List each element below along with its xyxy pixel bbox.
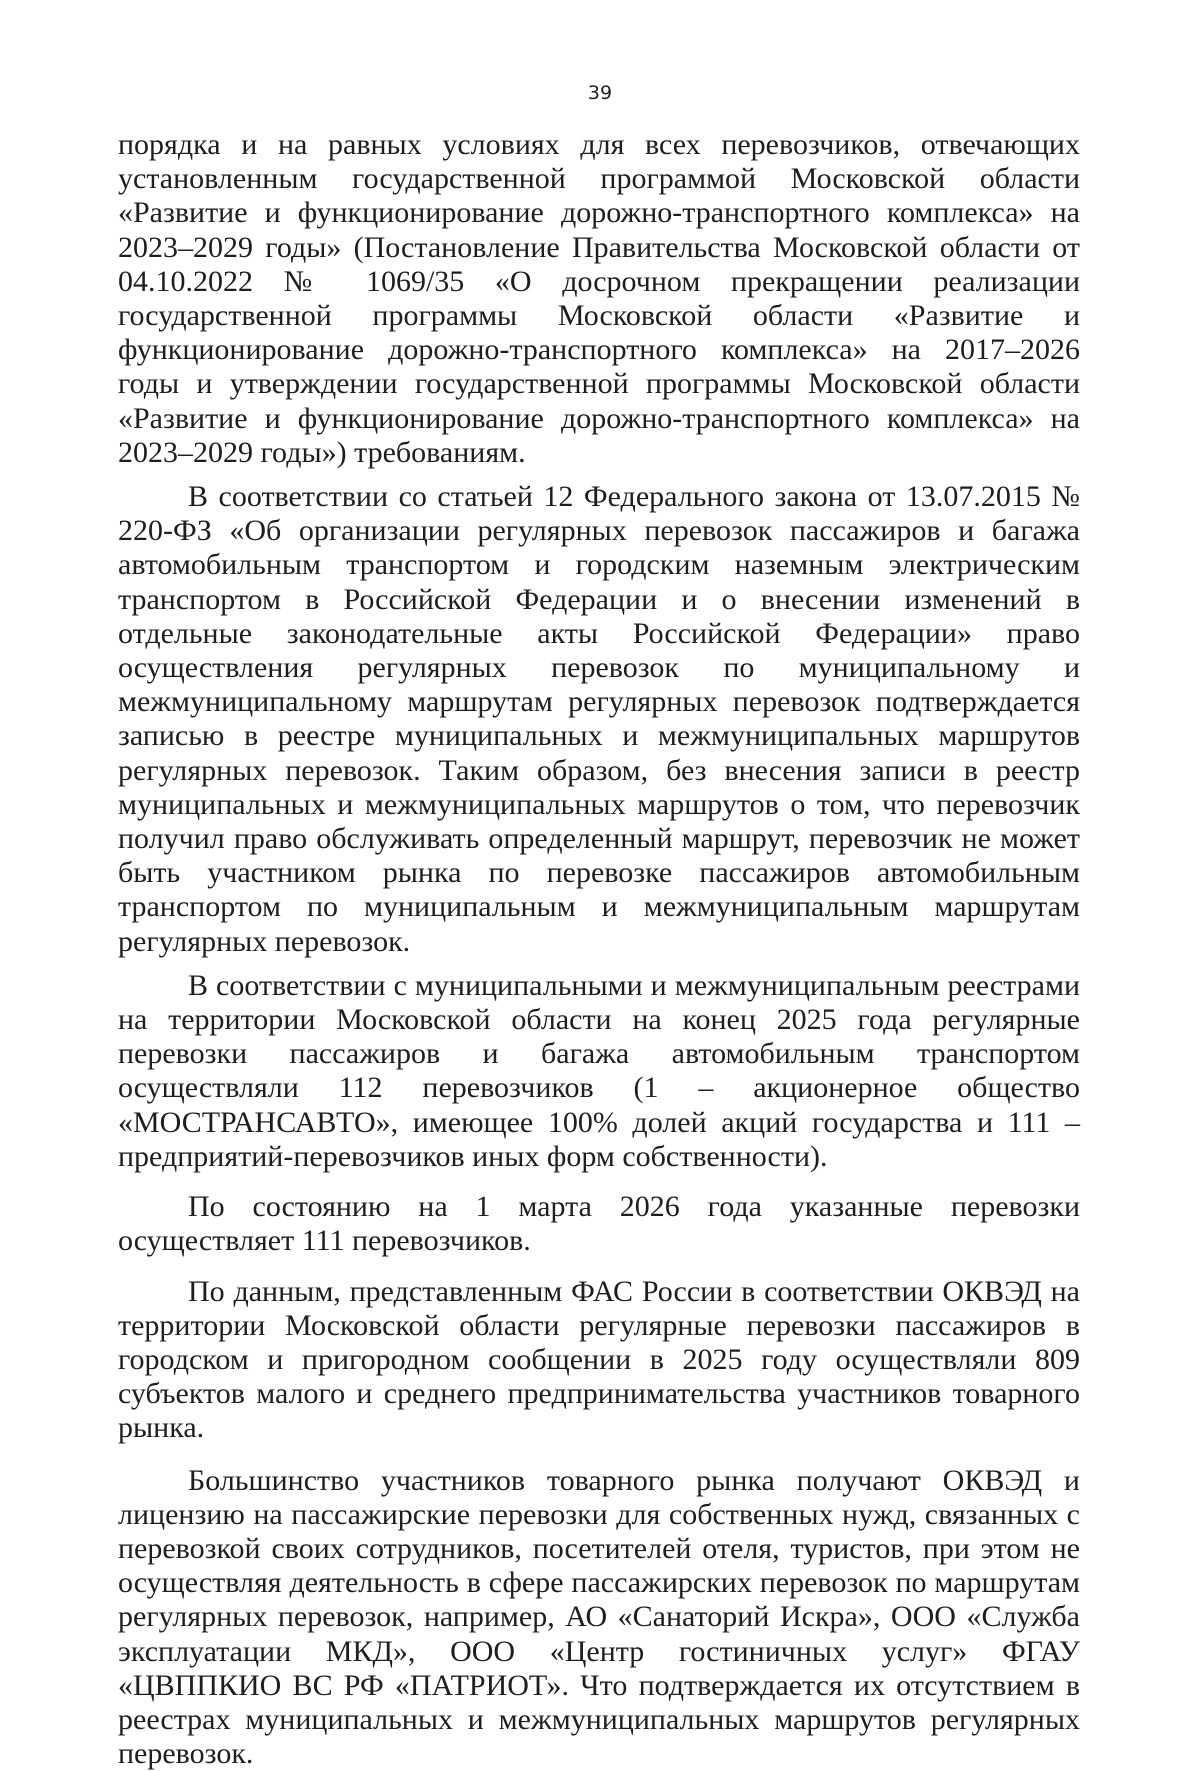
page-number: 39 [587, 82, 613, 104]
paragraph-continuation: порядка и на равных условиях для всех перевозчиков, отвечающих установленным государственной программой Московской области «Развитие и функционирование дорожно-транспортного комплекса» на 2023–2029 годы» (Постановление Правительства Московской области от 04.10.2022 № 1069/35 «О досрочном прекращении реализации государственной программы Московской области «Развитие и функционирование дорожно-транспортного комплекса» на 2017–2026 годы и утверждении государственной программы Московской области «Развитие и функционирование дорожно-транспортного комплекса» на 2023–2029 годы») требованиям. [118, 128, 1080, 469]
paragraph-registries: В соответствии с муниципальными и межмуниципальным реестрами на территории Московской области на конец 2025 года регулярные перевозки пассажиров и багажа автомобильным транспортом осуществляли 112 перевозчиков (1 – акционерное общество «МОСТРАНСАВТО», имеющее 100% долей акций государства и 111 – предприятий-перевозчиков иных форм собственности). [118, 968, 1080, 1173]
paragraph-march-status: По состоянию на 1 марта 2026 года указанные перевозки осуществляет 111 перевозчиков. [118, 1190, 1080, 1258]
document-body [118, 128, 1080, 1771]
paragraph-market-participants: Большинство участников товарного рынка получают ОКВЭД и лицензию на пассажирские перевозки для собственных нужд, связанных с перевозкой своих сотрудников, посетителей отеля, туристов, при этом не осуществляя деятельность в сфере пассажирских перевозок по маршрутам регулярных перевозок, например, АО «Санаторий Искра», ООО «Служба эксплуатации МКД», ООО «Центр гостиничных услуг» ФГАУ «ЦВППКИО ВС РФ «ПАТРИОТ». Что подтверждается их отсутствием в реестрах муниципальных и межмуниципальных маршрутов регулярных перевозок. [118, 1463, 1080, 1771]
paragraph-fas-data: По данным, представленным ФАС России в соответствии ОКВЭД на территории Московской области регулярные перевозки пассажиров в городском и пригородном сообщении в 2025 году осуществляли 809 субъектов малого и среднего предпринимательства участников товарного рынка. [118, 1274, 1080, 1445]
paragraph-federal-law: В соответствии со статьей 12 Федерального закона от 13.07.2015 № 220-ФЗ «Об организации регулярных перевозок пассажиров и багажа автомобильным транспортом и городским наземным электрическим транспортом в Российской Федерации и о внесении изменений в отдельные законодательные акты Российской Федерации» право осуществления регулярных перевозок по муниципальному и межмуниципальному маршрутам регулярных перевозок подтверждается записью в реестре муниципальных и межмуниципальных маршрутов регулярных перевозок. Таким образом, без внесения записи в реестр муниципальных и межмуниципальных маршрутов о том, что перевозчик получил право обслуживать определенный маршрут, перевозчик не может быть участником рынка по перевозке пассажиров автомобильным транспортом по муниципальным и межмуниципальным маршрутам регулярных перевозок. [118, 480, 1080, 958]
